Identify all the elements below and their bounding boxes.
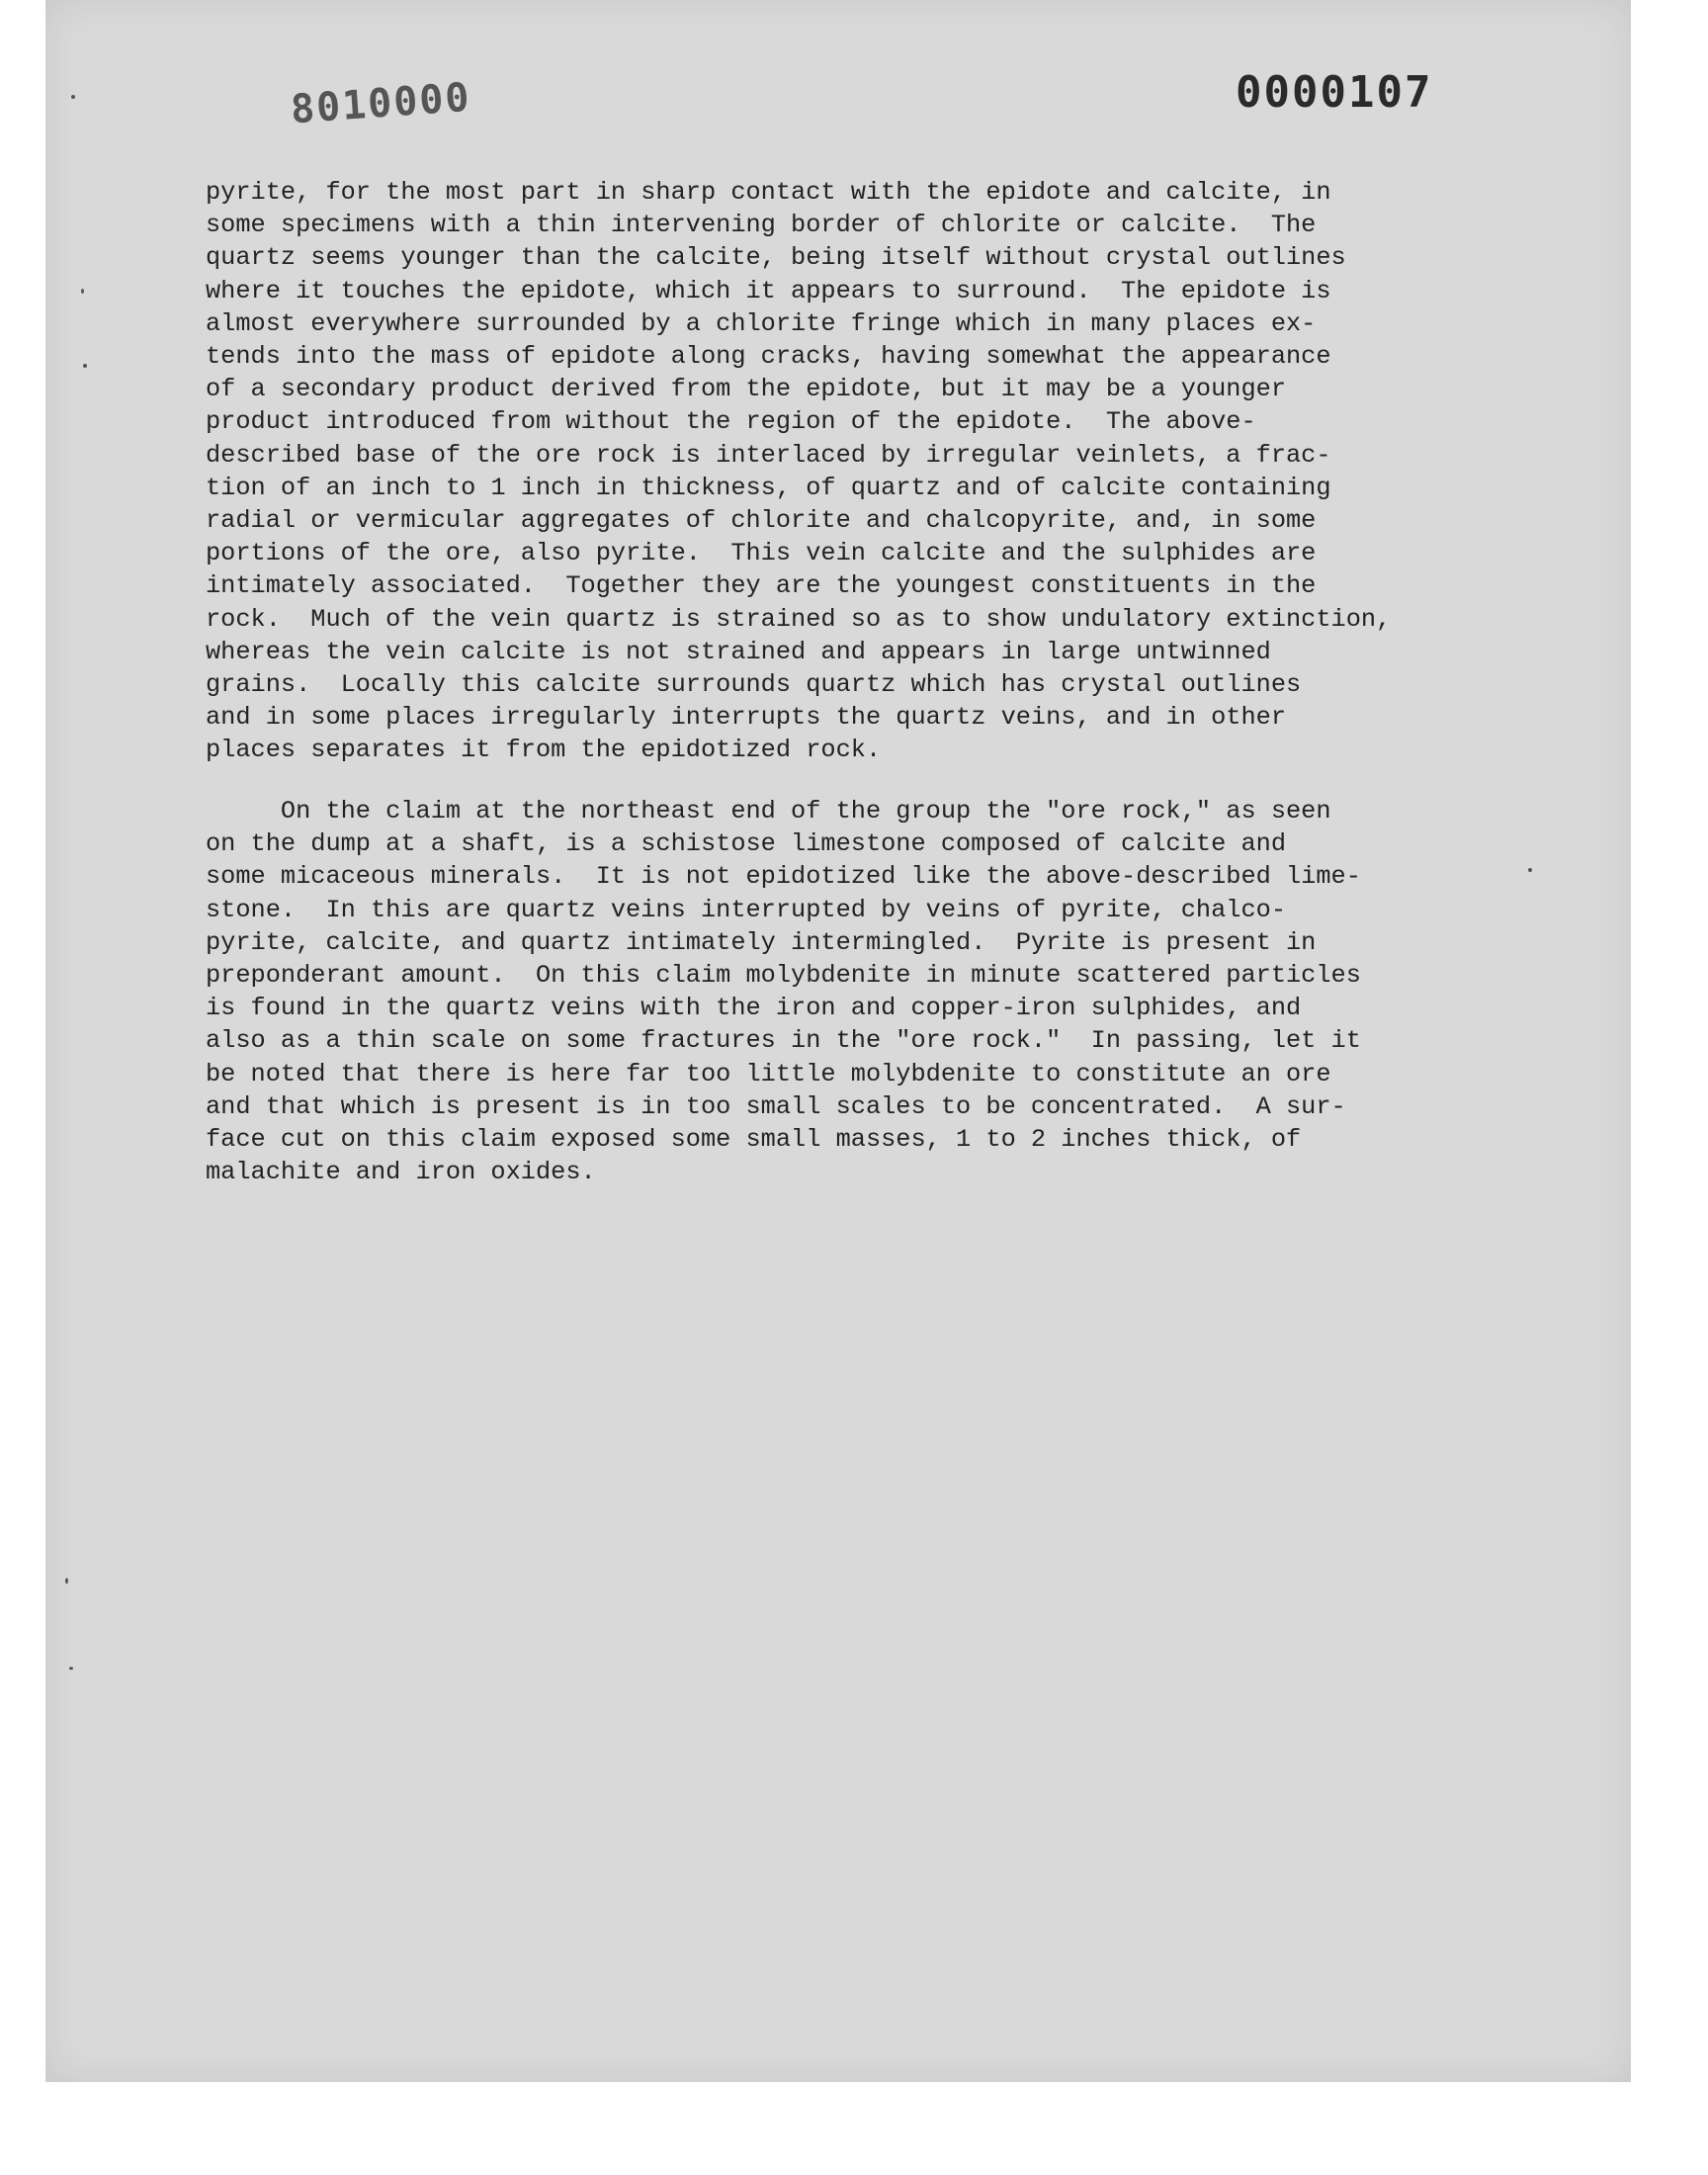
text-line: tion of an inch to 1 inch in thickness, of quartz and of calcite containing [206, 473, 1331, 502]
paragraph-2 [206, 795, 1520, 1188]
text-line: intimately associated. Together they are the youngest constituents in the [206, 571, 1317, 601]
text-line: pyrite, for the most part in sharp contact with the epidote and calcite, in [206, 178, 1331, 207]
text-line: whereas the vein calcite is not strained and appears in large untwinned [206, 637, 1271, 666]
text-line: almost everywhere surrounded by a chlorite fringe which in many places ex- [206, 308, 1317, 338]
text-line: also as a thin scale on some fractures in the "ore rock." In passing, let it [206, 1026, 1361, 1056]
text-line: be noted that there is here far too little molybdenite to constitute an ore [206, 1059, 1331, 1088]
text-line: on the dump at a shaft, is a schistose limestone composed of calcite and [206, 829, 1287, 859]
text-line: quartz seems younger than the calcite, being itself without crystal outlines [206, 243, 1346, 273]
page-stamp-left: 8010000 [289, 74, 472, 133]
text-line: described base of the ore rock is interlaced by irregular veinlets, a frac- [206, 440, 1331, 470]
text-line: portions of the ore, also pyrite. This vein calcite and the sulphides are [206, 539, 1317, 568]
text-line: grains. Locally this calcite surrounds quartz which has crystal outlines [206, 670, 1302, 700]
text-line: some specimens with a thin intervening border of chlorite or calcite. The [206, 211, 1317, 240]
text-line: of a secondary product derived from the epidote, but it may be a younger [206, 375, 1287, 404]
text-line: On the claim at the northeast end of the group the "ore rock," as seen [206, 797, 1331, 826]
page-stamp-right: 0000107 [1236, 67, 1433, 118]
text-line: and in some places irregularly interrupts the quartz veins, and in other [206, 703, 1287, 733]
text-line: where it touches the epidote, which it appears to surround. The epidote is [206, 276, 1331, 305]
text-line: product introduced from without the region of the epidote. The above- [206, 407, 1256, 437]
text-line: pyrite, calcite, and quartz intimately intermingled. Pyrite is present in [206, 927, 1317, 957]
text-line: radial or vermicular aggregates of chlorite and chalcopyrite, and, in some [206, 506, 1317, 536]
text-line: stone. In this are quartz veins interrupted by veins of pyrite, chalco- [206, 895, 1287, 924]
text-line: is found in the quartz veins with the iron and copper-iron sulphides, and [206, 994, 1302, 1023]
text-line: face cut on this claim exposed some small masses, 1 to 2 inches thick, of [206, 1125, 1302, 1155]
text-line: rock. Much of the vein quartz is strained so as to show undulatory extinction, [206, 604, 1392, 634]
text-line: tends into the mass of epidote along cracks, having somewhat the appearance [206, 342, 1331, 372]
text-line: some micaceous minerals. It is not epidotized like the above-described lime- [206, 862, 1361, 892]
text-line: and that which is present is in too small scales to be concentrated. A sur- [206, 1091, 1346, 1121]
paragraph-1 [206, 176, 1520, 767]
text-line: preponderant amount. On this claim molybdenite in minute scattered particles [206, 961, 1361, 991]
text-line: malachite and iron oxides. [206, 1158, 596, 1187]
text-line: places separates it from the epidotized rock. [206, 736, 882, 765]
